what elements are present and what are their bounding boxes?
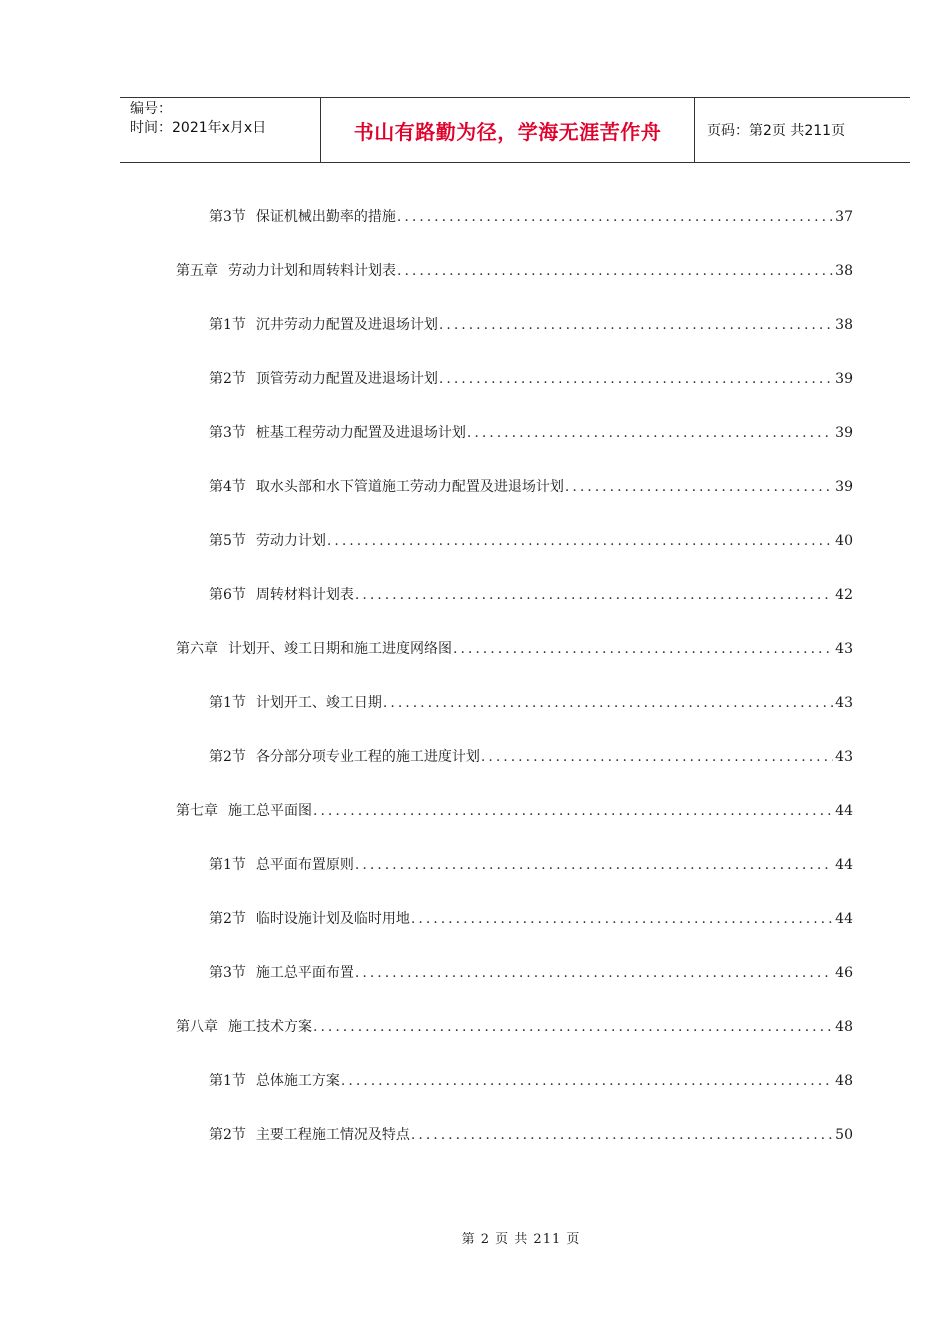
- toc-section-entry[interactable]: [209, 746, 853, 768]
- toc-entry-page: 50: [835, 1127, 853, 1143]
- toc-entry-number: 第3节: [209, 965, 246, 981]
- toc-entry-title: 顶管劳动力配置及进退场计划: [255, 371, 438, 387]
- toc-entry-title: 施工技术方案: [228, 1019, 312, 1035]
- toc-section-entry[interactable]: [209, 854, 853, 876]
- toc-entry-number: 第五章: [176, 263, 218, 279]
- toc-dot-leader: [312, 1016, 833, 1038]
- toc-section-entry[interactable]: [209, 476, 853, 498]
- header-motto: 书山有路勤为径，学海无涯苦作舟: [321, 98, 695, 162]
- toc-dot-leader: [452, 638, 833, 660]
- toc-dot-leader: [466, 422, 833, 444]
- toc-dot-leader: [312, 800, 833, 822]
- toc-entry-page: 48: [835, 1073, 853, 1089]
- toc-entry-page: 39: [835, 371, 853, 387]
- toc-entry-page: 44: [835, 911, 853, 927]
- toc-entry-number: 第2节: [209, 1127, 246, 1143]
- toc-entry-title: 保证机械出勤率的措施: [255, 209, 396, 225]
- toc-entry-page: 46: [835, 965, 853, 981]
- toc-entry-number: 第1节: [209, 1073, 246, 1089]
- toc-entry-page: 38: [835, 263, 853, 279]
- toc-entry-page: 38: [835, 317, 853, 333]
- toc-entry-number: 第2节: [209, 911, 246, 927]
- toc-entry-number: 第5节: [209, 533, 246, 549]
- toc-dot-leader: [354, 584, 833, 606]
- toc-entry-title: 劳动力计划: [255, 533, 326, 549]
- toc-section-entry[interactable]: [209, 584, 853, 606]
- toc-entry-number: 第1节: [209, 857, 246, 873]
- toc-entry-title: 主要工程施工情况及特点: [255, 1127, 410, 1143]
- toc-entry-title: 施工总平面图: [228, 803, 312, 819]
- toc-entry-number: 第3节: [209, 425, 246, 441]
- toc-entry-page: 43: [835, 695, 853, 711]
- toc-dot-leader: [410, 1124, 833, 1146]
- toc-dot-leader: [564, 476, 833, 498]
- toc-entry-page: 44: [835, 857, 853, 873]
- toc-dot-leader: [354, 854, 833, 876]
- toc-entry-title: 桩基工程劳动力配置及进退场计划: [255, 425, 466, 441]
- toc-entry-title: 计划开、竣工日期和施工进度网络图: [228, 641, 452, 657]
- toc-entry-page: 43: [835, 749, 853, 765]
- toc-entry-number: 第1节: [209, 317, 246, 333]
- toc-entry-number: 第八章: [176, 1019, 218, 1035]
- page-footer: 第 2 页 共 211 页: [461, 1232, 581, 1247]
- toc-entry-title: 沉井劳动力配置及进退场计划: [255, 317, 438, 333]
- toc-dot-leader: [480, 746, 833, 768]
- toc-entry-page: 37: [835, 209, 853, 225]
- toc-entry-page: 42: [835, 587, 853, 603]
- toc-section-entry[interactable]: [209, 314, 853, 336]
- toc-section-entry[interactable]: [209, 206, 853, 228]
- toc-entry-number: 第1节: [209, 695, 246, 711]
- toc-entry-title: 临时设施计划及临时用地: [255, 911, 410, 927]
- toc-entry-number: 第2节: [209, 371, 246, 387]
- toc-section-entry[interactable]: [209, 1070, 853, 1092]
- toc-entry-title: 总平面布置原则: [255, 857, 354, 873]
- toc-entry-title: 周转材料计划表: [255, 587, 354, 603]
- toc-section-entry[interactable]: [209, 692, 853, 714]
- toc-section-entry[interactable]: [209, 962, 853, 984]
- header-page-info: 页码：第2页 共211页: [707, 123, 846, 139]
- toc-entry-title: 劳动力计划和周转料计划表: [228, 263, 396, 279]
- toc-dot-leader: [410, 908, 833, 930]
- toc-dot-leader: [382, 692, 833, 714]
- toc-entry-title: 各分部分项专业工程的施工进度计划: [255, 749, 480, 765]
- toc-entry-number: 第七章: [176, 803, 218, 819]
- toc-dot-leader: [396, 206, 833, 228]
- toc-entry-page: 44: [835, 803, 853, 819]
- toc-entry-title: 计划开工、竣工日期: [255, 695, 382, 711]
- toc-dot-leader: [438, 314, 833, 336]
- toc-dot-leader: [354, 962, 833, 984]
- toc-chapter-entry[interactable]: [176, 638, 853, 660]
- toc-section-entry[interactable]: [209, 1124, 853, 1146]
- toc-dot-leader: [396, 260, 833, 282]
- toc-entry-page: 40: [835, 533, 853, 549]
- toc-entry-number: 第4节: [209, 479, 246, 495]
- toc-section-entry[interactable]: [209, 530, 853, 552]
- toc-entry-page: 48: [835, 1019, 853, 1035]
- toc-section-entry[interactable]: [209, 422, 853, 444]
- toc-chapter-entry[interactable]: [176, 1016, 853, 1038]
- toc-entry-number: 第3节: [209, 209, 246, 225]
- document-header: [120, 97, 910, 163]
- toc-dot-leader: [340, 1070, 833, 1092]
- code-label: 编号：: [130, 101, 172, 117]
- toc-entry-page: 39: [835, 479, 853, 495]
- toc-entry-title: 总体施工方案: [255, 1073, 340, 1089]
- toc-entry-number: 第六章: [176, 641, 218, 657]
- toc-section-entry[interactable]: [209, 908, 853, 930]
- toc-entry-page: 39: [835, 425, 853, 441]
- toc-entry-number: 第6节: [209, 587, 246, 603]
- toc-entry-number: 第2节: [209, 749, 246, 765]
- toc-dot-leader: [438, 368, 833, 390]
- toc-dot-leader: [326, 530, 833, 552]
- toc-entry-title: 施工总平面布置: [255, 965, 354, 981]
- toc-chapter-entry[interactable]: [176, 260, 853, 282]
- toc-entry-title: 取水头部和水下管道施工劳动力配置及进退场计划: [255, 479, 564, 495]
- toc-chapter-entry[interactable]: [176, 800, 853, 822]
- toc-section-entry[interactable]: [209, 368, 853, 390]
- time-label: 时间：2021年x月x日: [130, 120, 267, 136]
- header-meta: [120, 98, 321, 162]
- toc-entry-page: 43: [835, 641, 853, 657]
